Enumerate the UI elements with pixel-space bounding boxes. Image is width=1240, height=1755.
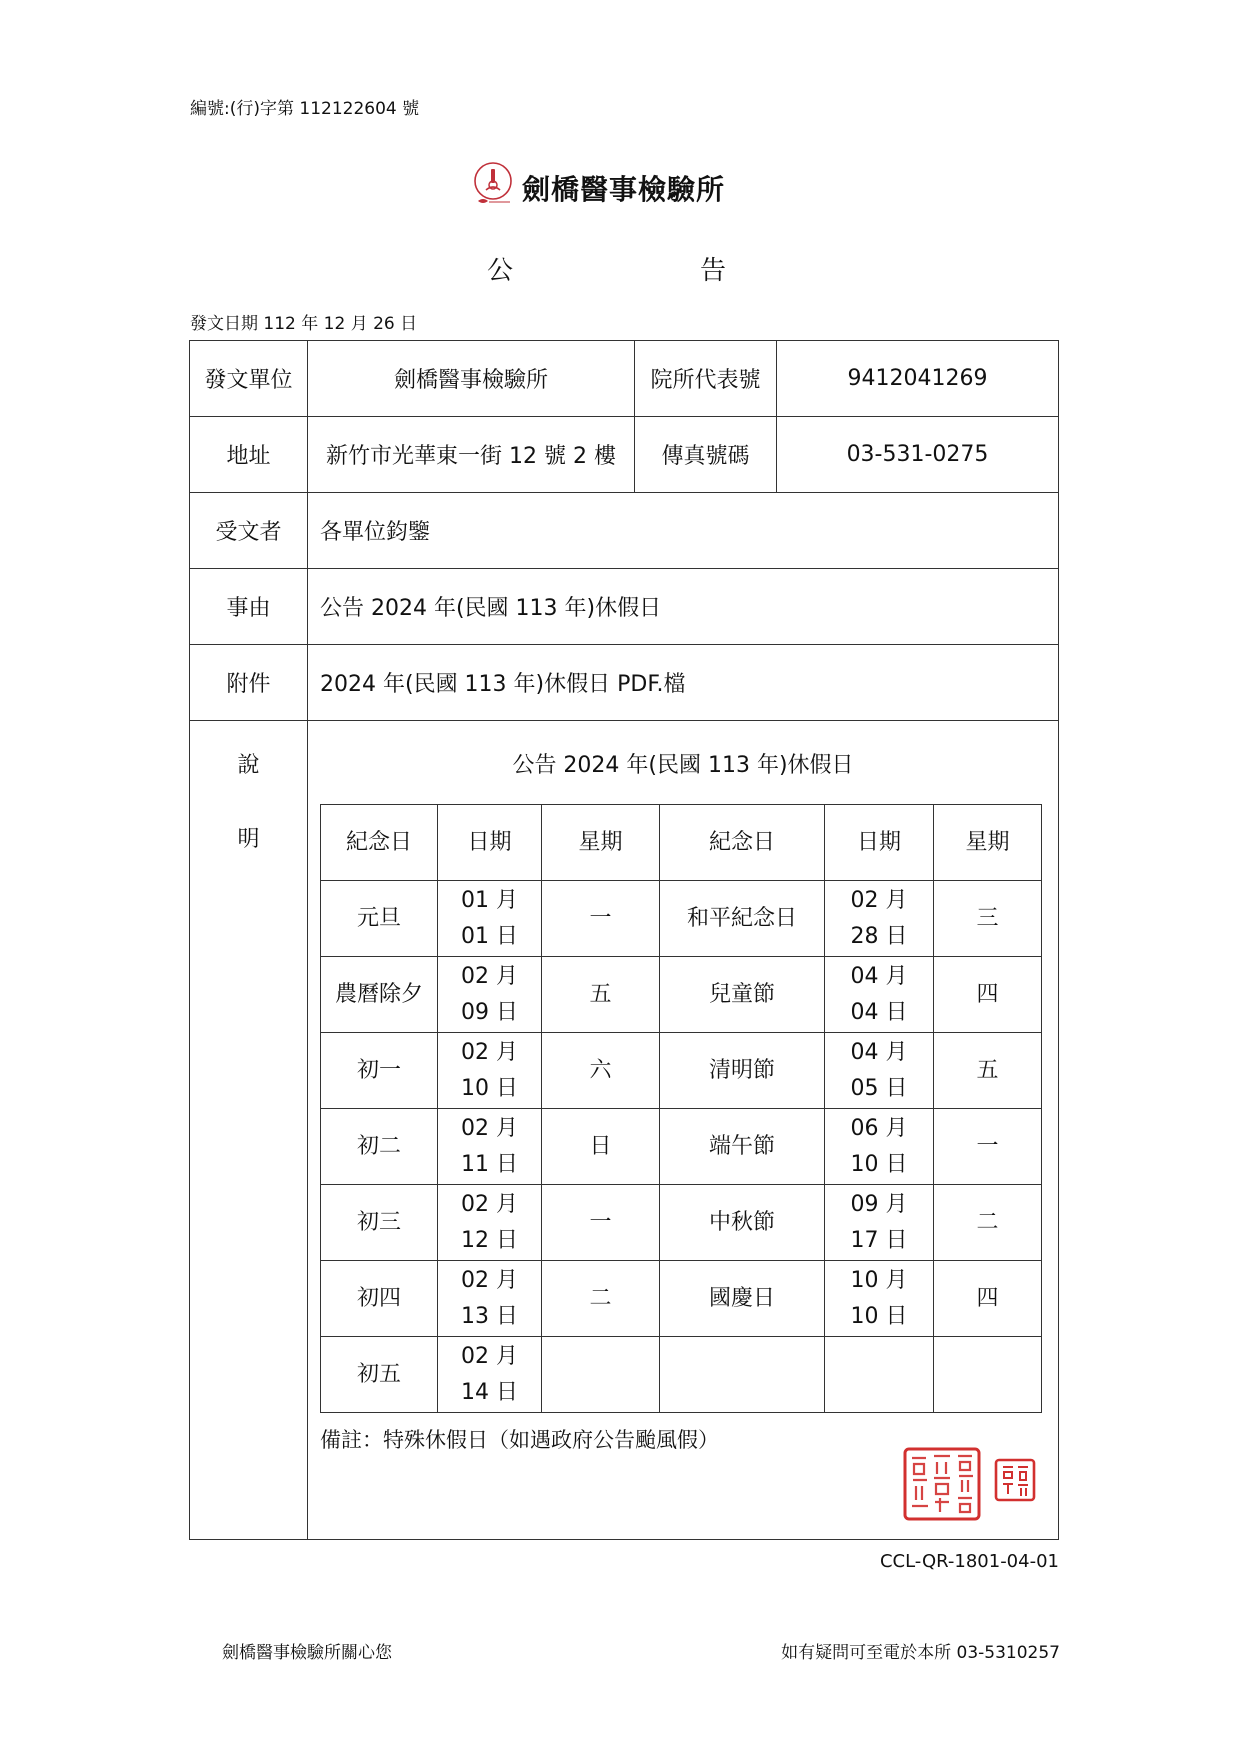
remark-note: 備註：特殊休假日（如遇政府公告颱風假） [320, 1428, 719, 1452]
table-header-row [321, 805, 1042, 881]
date-month: 04 月 [850, 1039, 908, 1065]
date-day: 28 日 [850, 923, 908, 949]
holiday-name: 清明節 [660, 1033, 825, 1109]
table-row [321, 1185, 1042, 1261]
address-label: 地址 [226, 444, 271, 469]
attachment-label: 附件 [226, 672, 271, 697]
organization-name: 劍橋醫事檢驗所 [522, 173, 726, 206]
subject-label: 事由 [226, 596, 271, 621]
holiday-weekday: 日 [542, 1109, 660, 1185]
holiday-date [438, 1261, 542, 1337]
sender-label: 發文單位 [204, 368, 293, 393]
holiday-date [825, 957, 934, 1033]
holiday-table [320, 804, 1042, 1413]
attachment-value: 2024 年(民國 113 年)休假日 PDF.檔 [320, 672, 686, 697]
footer-right-text: 如有疑問可至電於本所 03-5310257 [781, 1643, 1060, 1663]
explain-label-1: 說 [237, 753, 260, 778]
holiday-weekday: 六 [542, 1033, 660, 1109]
recipient-label: 受文者 [215, 520, 282, 545]
recipient-value: 各單位鈞鑒 [320, 520, 431, 545]
holiday-date [438, 1185, 542, 1261]
date-month: 02 月 [461, 1267, 518, 1293]
subject-value: 公告 2024 年(民國 113 年)休假日 [320, 596, 662, 621]
date-month: 02 月 [461, 1343, 518, 1369]
title-right: 告 [700, 256, 727, 286]
holiday-name: 初四 [321, 1261, 438, 1337]
column-header: 日期 [825, 805, 934, 881]
holiday-name: 初五 [321, 1337, 438, 1413]
column-header: 紀念日 [660, 805, 825, 881]
holiday-name: 兒童節 [660, 957, 825, 1033]
date-day: 11 日 [461, 1151, 518, 1177]
holiday-date [825, 1261, 934, 1337]
code-label: 院所代表號 [650, 368, 761, 393]
holiday-name: 初一 [321, 1033, 438, 1109]
holiday-weekday: 二 [542, 1261, 660, 1337]
holiday-name: 國慶日 [660, 1261, 825, 1337]
holiday-name: 初二 [321, 1109, 438, 1185]
date-month: 02 月 [850, 887, 908, 913]
holiday-weekday: 五 [542, 957, 660, 1033]
date-day: 17 日 [850, 1227, 908, 1253]
holiday-weekday [542, 1337, 660, 1413]
holiday-name: 和平紀念日 [660, 881, 825, 957]
date-day: 09 日 [461, 999, 518, 1025]
address-value: 新竹市光華東一街 12 號 2 樓 [326, 444, 616, 469]
holiday-date [825, 1337, 934, 1413]
table-row [321, 881, 1042, 957]
footer-left-text: 劍橋醫事檢驗所關心您 [222, 1643, 392, 1663]
explain-label-2: 明 [237, 827, 260, 852]
holiday-weekday: 二 [934, 1185, 1042, 1261]
holiday-weekday: 三 [934, 881, 1042, 957]
table-row [321, 957, 1042, 1033]
title-left: 公 [487, 256, 514, 286]
document-number: 編號:(行)字第 112122604 號 [190, 99, 420, 119]
lab-logo-icon [470, 160, 516, 208]
date-day: 10 日 [850, 1151, 908, 1177]
date-month: 09 月 [850, 1191, 908, 1217]
holiday-weekday: 四 [934, 957, 1042, 1033]
date-day: 10 日 [461, 1075, 518, 1101]
holiday-date [825, 1185, 934, 1261]
holiday-date [438, 881, 542, 957]
form-code: CCL-QR-1801-04-01 [879, 1551, 1059, 1572]
holiday-weekday [934, 1337, 1042, 1413]
date-day: 01 日 [461, 923, 518, 949]
holiday-date [825, 1109, 934, 1185]
date-month: 10 月 [850, 1267, 908, 1293]
date-day: 05 日 [850, 1075, 908, 1101]
issue-date: 發文日期 112 年 12 月 26 日 [190, 314, 418, 334]
holiday-date [438, 1337, 542, 1413]
column-header: 紀念日 [321, 805, 438, 881]
date-month: 02 月 [461, 1115, 518, 1141]
date-month: 06 月 [850, 1115, 908, 1141]
date-month: 02 月 [461, 1191, 518, 1217]
column-header: 星期 [934, 805, 1042, 881]
holiday-name: 中秋節 [660, 1185, 825, 1261]
holiday-weekday: 一 [542, 1185, 660, 1261]
date-day: 12 日 [461, 1227, 518, 1253]
holiday-date [825, 1033, 934, 1109]
official-seal-stamp [902, 1446, 982, 1522]
code-value: 9412041269 [847, 366, 988, 391]
holiday-weekday: 一 [934, 1109, 1042, 1185]
holiday-date [825, 881, 934, 957]
table-row [321, 1033, 1042, 1109]
date-day: 04 日 [850, 999, 908, 1025]
holiday-weekday: 一 [542, 881, 660, 957]
date-day: 14 日 [461, 1379, 518, 1405]
date-month: 02 月 [461, 1039, 518, 1065]
table-row [321, 1337, 1042, 1413]
column-header: 星期 [542, 805, 660, 881]
holiday-name [660, 1337, 825, 1413]
holiday-name: 元旦 [321, 881, 438, 957]
holiday-date [438, 1109, 542, 1185]
holiday-name: 農曆除夕 [321, 957, 438, 1033]
holiday-weekday: 四 [934, 1261, 1042, 1337]
date-day: 10 日 [850, 1303, 908, 1329]
holiday-name: 端午節 [660, 1109, 825, 1185]
row-divider [189, 720, 1059, 721]
column-header: 日期 [438, 805, 542, 881]
date-month: 01 月 [461, 887, 518, 913]
sender-value: 劍橋醫事檢驗所 [393, 368, 548, 393]
date-month: 02 月 [461, 963, 518, 989]
date-month: 04 月 [850, 963, 908, 989]
holiday-weekday: 五 [934, 1033, 1042, 1109]
fax-label: 傳真號碼 [661, 444, 750, 469]
fax-value: 03-531-0275 [846, 442, 989, 467]
table-row [321, 1109, 1042, 1185]
representative-seal-stamp [993, 1457, 1037, 1503]
table-row [321, 1261, 1042, 1337]
holiday-date [438, 1033, 542, 1109]
holiday-name: 初三 [321, 1185, 438, 1261]
explain-title: 公告 2024 年(民國 113 年)休假日 [512, 753, 854, 778]
holiday-date [438, 957, 542, 1033]
date-day: 13 日 [461, 1303, 518, 1329]
